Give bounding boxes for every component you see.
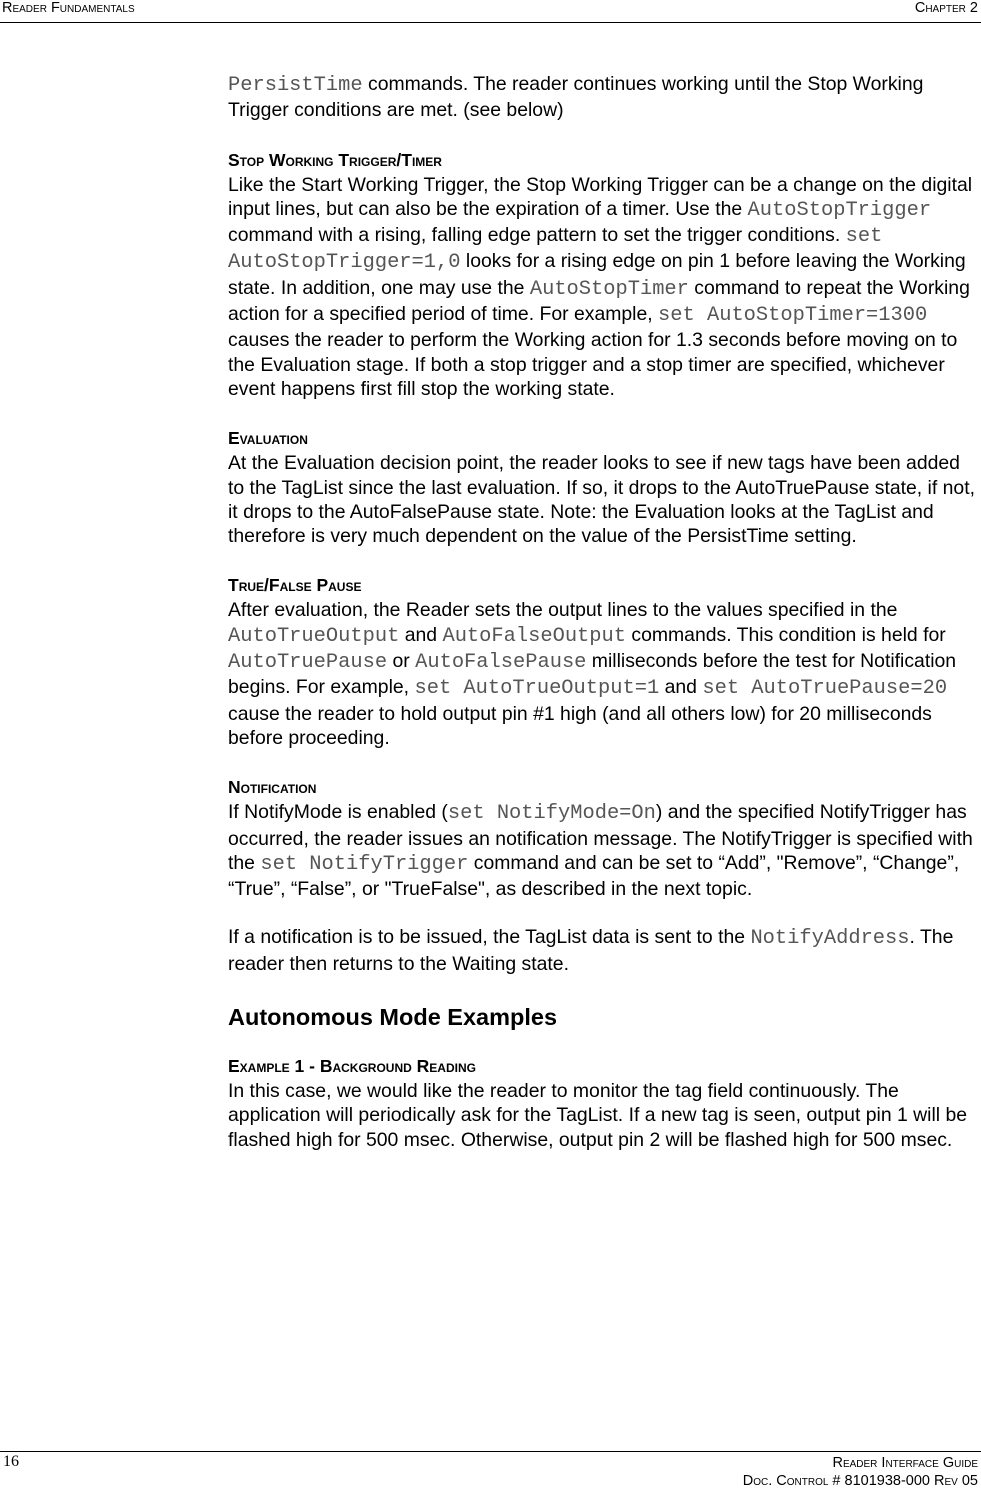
footer-guide-title: Reader Interface Guide	[832, 1455, 978, 1471]
page-footer	[0, 1451, 981, 1493]
heading-true-false-pause: True/False Pause	[228, 575, 362, 596]
code-autofalseoutput: AutoFalseOutput	[442, 624, 626, 648]
code-autostoptimer: AutoStopTimer	[529, 277, 689, 301]
code-set-autostoptimer: set AutoStopTimer=1300	[658, 304, 928, 328]
code-set-autotrueoutput: set AutoTrueOutput=1	[414, 677, 660, 701]
code-autofalsepause: AutoFalsePause	[415, 651, 587, 675]
heading-evaluation: Evaluation	[228, 428, 308, 449]
heading-stop-working-trigger: Stop Working Trigger/Timer	[228, 149, 442, 170]
evaluation-paragraph: At the Evaluation decision point, the reader looks to see if new tags have been added to the TagList since the last evaluation. If so, it drops to the AutoTruePause state, if not, it drops to the AutoFalsePause state. Note: the Evaluation looks at the TagList and therefore is very much dependent on the value of the PersistTime setting.	[228, 452, 975, 548]
page-header	[0, 0, 981, 23]
code-set-autotruepause: set AutoTruePause=20	[702, 677, 948, 701]
header-chapter: Chapter 2	[914, 0, 978, 16]
example-1-paragraph: In this case, we would like the reader to monitor the tag field continuously. The application will periodically ask for the TagList. If a new tag is seen, output pin 1 will be flashed high for 500 msec. Otherwise, output pin 2 will be flashed high for 500 msec.	[228, 1080, 968, 1151]
heading-notification: Notification	[228, 777, 317, 798]
notification-paragraph: If NotifyMode is enabled (set NotifyMode=On) and the specified NotifyTrigger has occurred, the reader issues an notification message. The NotifyTrigger is specified with the set NotifyTrigger command and can be set to “Add”, "Remove”, “Change”, “True”, “False”, or "TrueFalse", as described in the next topic.	[228, 801, 973, 901]
stop-trigger-paragraph: Like the Start Working Trigger, the Stop Working Trigger can be a change on the digital input lines, but can also be the expiration of a timer. Use the AutoStopTrigger command with a rising, falling edge pattern to set the trigger conditions. set AutoStopTrigger=1,0 looks for a rising edge on pin 1 before leaving the Working state. In addition, one may use the AutoStopTimer command to repeat the Working action for a specified period of time. For example, set AutoStopTimer=1300 causes the reader to perform the Working action for 1.3 seconds before moving on to the Evaluation stage. If both a stop trigger and a stop timer are specified, whichever event happens first fill stop the working state.	[228, 173, 973, 400]
code-set-notifytrigger: set NotifyTrigger	[260, 852, 469, 876]
code-autostoptrigger: AutoStopTrigger	[747, 198, 932, 222]
code-persisttime: PersistTime	[228, 74, 363, 97]
section-title-autonomous-mode-examples: Autonomous Mode Examples	[228, 1004, 558, 1031]
header-section-title: Reader Fundamentals	[2, 0, 135, 16]
footer-doc-control: Doc. Control # 8101938-000 Rev 05	[742, 1473, 978, 1489]
code-set-autostoptrigger: set AutoStopTrigger=1,0	[228, 225, 883, 275]
code-set-notifymode: set NotifyMode=On	[447, 802, 656, 826]
code-autotrueoutput: AutoTrueOutput	[228, 624, 400, 648]
continuation-paragraph: PersistTime commands. The reader continues working until the Stop Working Trigger conditions are met. (see below)	[228, 73, 924, 122]
code-autotruepause: AutoTruePause	[228, 651, 388, 675]
document-body	[228, 72, 976, 1152]
pause-paragraph: After evaluation, the Reader sets the output lines to the values specified in the AutoTrueOutput and AutoFalseOutput commands. This condition is held for AutoTruePause or AutoFalsePause milliseconds before the test for Notification begins. For example, set AutoTrueOutput=1 and set AutoTruePause=20 cause the reader to hold output pin #1 high (and all others low) for 20 milliseconds before proceeding.	[228, 599, 957, 749]
code-notifyaddress: NotifyAddress	[750, 927, 910, 951]
notification-address-paragraph: If a notification is to be issued, the TagList data is sent to the NotifyAddress. The reader then returns to the Waiting state.	[228, 926, 954, 975]
page-number: 16	[3, 1453, 19, 1470]
heading-example-1: Example 1 - Background Reading	[228, 1056, 476, 1077]
